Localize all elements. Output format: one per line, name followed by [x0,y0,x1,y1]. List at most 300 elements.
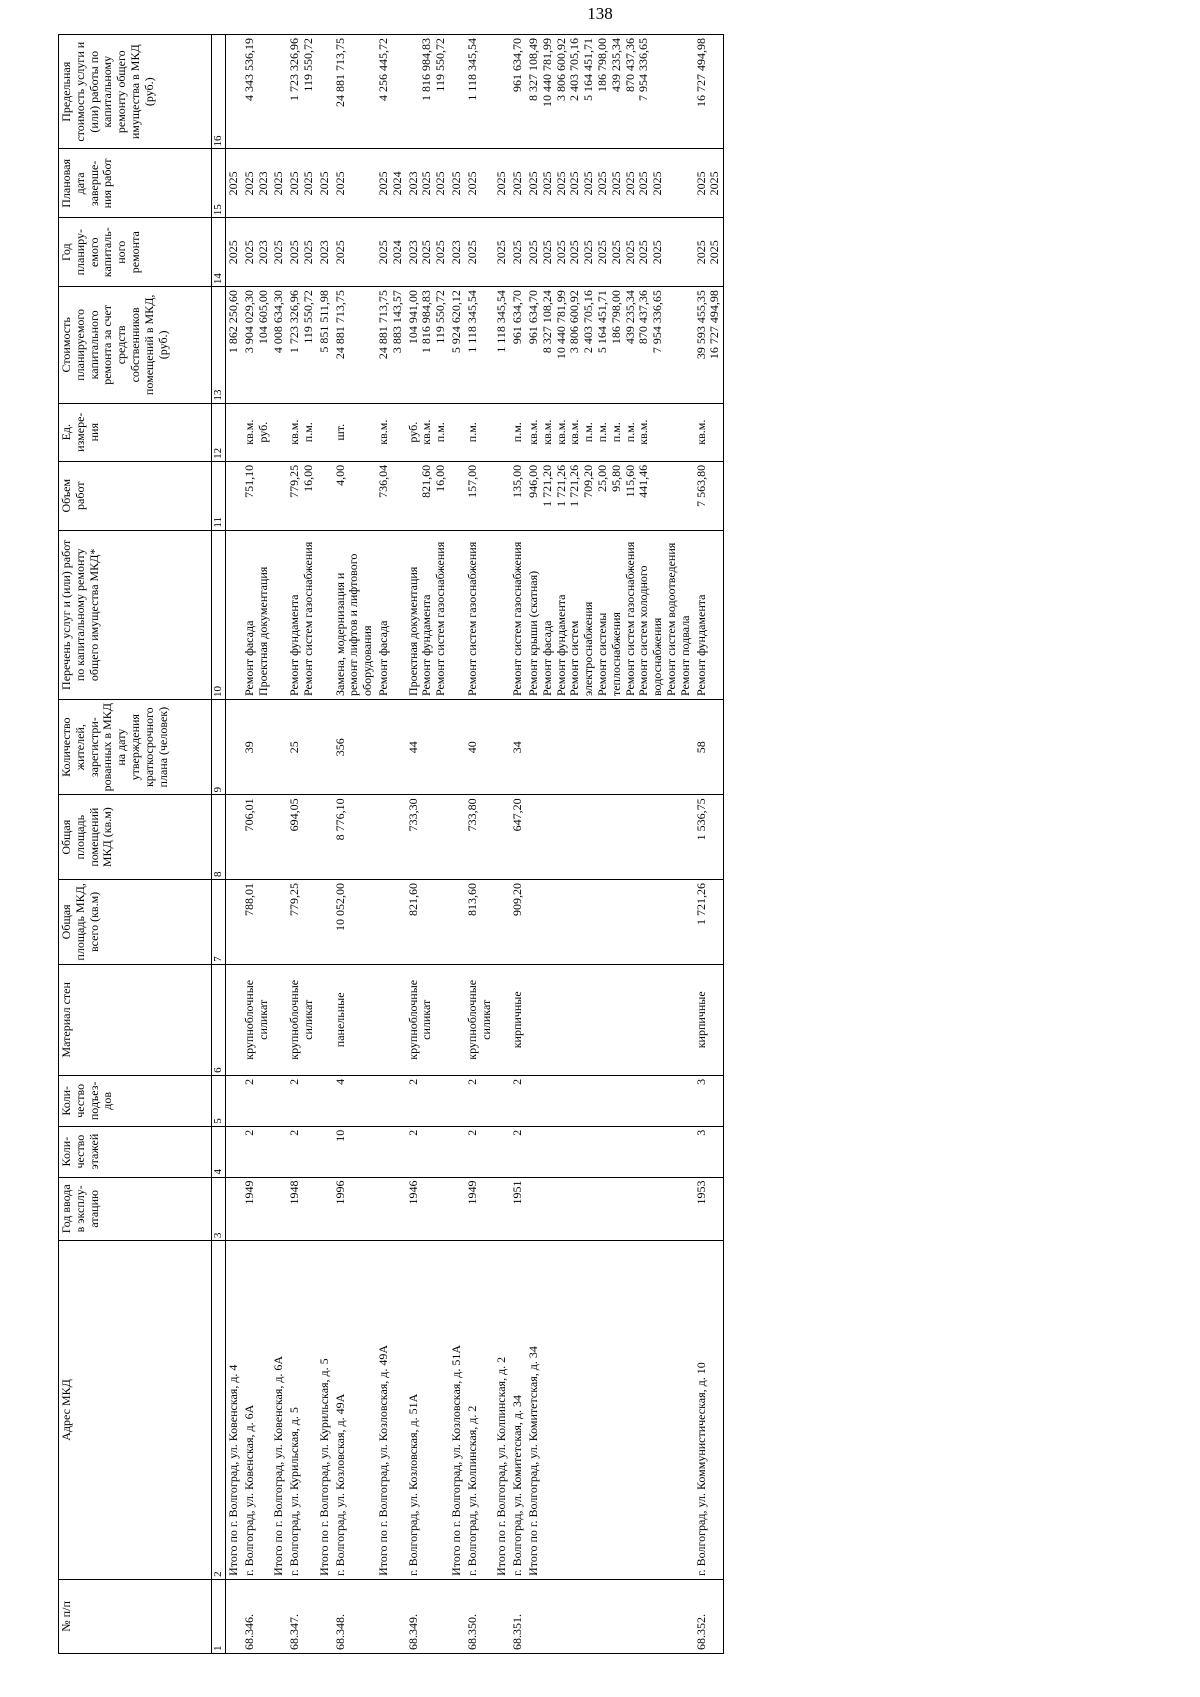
cell-line: руб. [405,421,420,443]
table-cell [494,700,510,795]
table-cell [465,403,495,461]
table-cell: 3 [694,1126,724,1177]
table-cell [226,1126,242,1177]
cell-line: 2025 [241,240,256,265]
cell-line: Ремонт систем газоснабжения [433,541,448,697]
table-cell [465,149,495,218]
table-cell [406,403,449,461]
table-cell: Итого по г. Волгоград, ул. Козловская, д. 49А [376,1241,406,1580]
table-cell [271,1579,287,1653]
table-cell [287,35,317,149]
table-cell: Итого по г. Волгоград, ул. Курильская, д. 5 [317,1241,333,1580]
cell-line: 2023 [448,240,463,265]
table-cell [526,880,694,965]
table-cell: 40 [465,700,495,795]
cell-line: 2025 [581,171,596,196]
table-cell [376,700,406,795]
cell-line: 2025 [594,171,609,196]
table-cell: 2 [465,1126,495,1177]
table-cell [494,1126,510,1177]
cell-line: 1 723 326,96 [287,290,302,354]
header-cell: Ед. измере-ния [59,403,212,461]
cell-line: 2025 [287,240,302,265]
table-cell [317,461,333,530]
cell-line: 870 437,36 [622,38,637,92]
cell-line: кв.м. [241,419,256,445]
table-cell [449,700,465,795]
cell-line: 779,25 [287,464,302,498]
cell-line: 2023 [255,171,270,196]
cell-line: Проектная документация [405,566,420,697]
table-cell [317,1075,333,1126]
table-cell [271,403,287,461]
cell-line: Ремонт фасада [539,620,554,697]
cell-line: 5 164 451,71 [594,290,609,354]
table-cell [406,530,449,699]
cell-line: 119 550,72 [300,290,315,344]
header-cell: Перечень услуг и (или) работ по капитальному ремонту общего имущества МКД* [59,530,212,699]
table-cell [494,1075,510,1126]
table-cell [449,149,465,218]
cell-line: 2025 [464,171,479,196]
cell-line: 2 403 705,16 [581,290,596,354]
cell-line: 7 954 336,65 [636,38,651,101]
table-cell: крупноблочные силикат [465,964,495,1075]
table-cell [317,530,333,699]
table-cell [376,149,406,218]
header-cell: Год планиру-емого капиталь-ного ремонта [59,218,212,287]
cell-line: 1 862 250,60 [226,290,240,354]
table-cell [494,880,510,965]
cell-line: 2025 [375,171,390,196]
table-cell [317,1126,333,1177]
table-cell [226,218,242,287]
table-cell [242,149,272,218]
table-cell [333,149,376,218]
table-cell: Итого по г. Волгоград, ул. Козловская, д. 51А [449,1241,465,1580]
header-cell: Стоимость планируемого капитального ремонта за счет средств собственников помещений в МКД, (руб.) [59,287,212,403]
cell-line: 16 727 494,98 [707,290,722,360]
table-cell [406,461,449,530]
cell-line: 2025 [419,240,434,265]
table-cell [317,35,333,149]
cell-line: 119 550,72 [300,38,315,92]
cell-line: 2025 [650,240,665,265]
table-cell: 356 [333,700,376,795]
cell-line: 2025 [300,240,315,265]
cell-line: 2025 [622,171,637,196]
table-cell [287,461,317,530]
table-cell: 909,20 [510,880,526,965]
table-cell: 68.347. [287,1579,317,1653]
cell-line: 119 550,72 [433,38,448,92]
table-cell [526,1579,694,1653]
cell-line: Замена, модернизация и ремонт лифтов и лифтового оборудования [332,553,375,697]
cell-line: 39 593 455,35 [693,290,708,360]
table-cell: 68.346. [242,1579,272,1653]
table-cell [287,287,317,403]
table-cell [317,1177,333,1241]
cell-line: кв.м. [375,419,390,445]
table-cell [317,1579,333,1653]
table-cell: 2 [406,1075,449,1126]
table-cell [449,1126,465,1177]
table-cell: 1 721,26 [694,880,724,965]
table-cell [494,964,510,1075]
table-cell [376,461,406,530]
table-row [317,35,333,1654]
table-row [406,35,449,1654]
cell-line: кв.м. [539,419,554,445]
cell-line: 2 403 705,16 [567,38,582,101]
table-cell: 1951 [510,1177,526,1241]
table-cell [449,1075,465,1126]
table-cell [242,461,272,530]
table-row [287,35,317,1654]
table-cell [510,218,526,287]
header-cell: Адрес МКД [59,1241,212,1580]
cell-line: 10 440 781,99 [553,290,568,360]
table-cell [494,1177,510,1241]
cell-line: 4,00 [332,464,347,486]
table-cell [242,287,272,403]
column-number: 2 [212,1241,226,1580]
cell-line: 2025 [636,240,651,265]
cell-line: Ремонт фасада [241,620,256,697]
table-cell: 2 [287,1075,317,1126]
table-cell [242,530,272,699]
table-cell: 2 [510,1126,526,1177]
table-cell [494,1579,510,1653]
table-cell: 68.348. [333,1579,376,1653]
capital-repair-table [58,34,724,1654]
cell-line: 2025 [539,171,554,196]
table-cell [376,35,406,149]
cell-line: 4 008 634,30 [271,290,286,354]
header-cell: Объем работ [59,461,212,530]
cell-line: 3 904 029,30 [241,290,256,354]
cell-line: 2025 [539,240,554,265]
table-cell: 2 [242,1126,272,1177]
table-cell [376,1177,406,1241]
table-cell [406,149,449,218]
table-cell [376,403,406,461]
table-cell [694,149,724,218]
table-cell [271,461,287,530]
table-cell: 1946 [406,1177,449,1241]
table-cell [465,530,495,699]
table-cell [226,880,242,965]
table-row [242,35,272,1654]
table-row [526,35,694,1654]
table-cell: г. Волгоград, ул. Ковенская, д. 6А [242,1241,272,1580]
cell-line: 5 851 511,98 [316,290,331,353]
header-cell: Материал стен [59,964,212,1075]
table-cell: крупноблочные силикат [287,964,317,1075]
table-cell [271,35,287,149]
table-cell [333,35,376,149]
cell-line: 2025 [375,240,390,265]
table-cell [376,287,406,403]
cell-line: 1 816 984,83 [419,38,434,101]
cell-line: 24 881 713,75 [332,290,347,360]
table-cell [376,964,406,1075]
table-cell [271,795,287,880]
table-cell [271,700,287,795]
cell-line: 2025 [448,171,463,196]
table-cell [510,35,526,149]
cell-line: п.м. [510,422,525,443]
cell-line: 2025 [226,240,240,265]
cell-line: 115,60 [622,464,637,498]
table-cell [526,1126,694,1177]
cell-line: п.м. [433,422,448,443]
table-cell [376,218,406,287]
cell-line [407,38,421,145]
table-cell: 1948 [287,1177,317,1241]
table-cell [226,530,242,699]
table-cell [526,287,694,403]
cell-line: 16,00 [300,464,315,492]
table-cell [526,35,694,149]
cell-line: 1 721,26 [553,464,568,507]
table-row [510,35,526,1654]
column-number: 12 [212,403,226,461]
cell-line: 3 806 600,92 [567,290,582,354]
table-cell: 2 [510,1075,526,1126]
table-cell [526,149,694,218]
table-cell: 779,25 [287,880,317,965]
table-cell [494,530,510,699]
cell-line: 2023 [316,240,331,265]
table-cell: 2 [406,1126,449,1177]
cell-line: кв.м. [693,419,708,445]
table-body [226,35,724,1654]
cell-line: 95,80 [608,464,623,492]
cell-line: Ремонт фундамента [553,594,568,697]
table-cell [242,403,272,461]
table-cell [494,149,510,218]
table-cell [406,35,449,149]
cell-line: п.м. [464,422,479,443]
table-cell [226,149,242,218]
cell-line [407,465,421,527]
column-number: 1 [212,1579,226,1653]
table-cell [510,287,526,403]
cell-line: 135,00 [510,464,525,498]
cell-line: 2025 [636,171,651,196]
table-cell [449,530,465,699]
table-cell [694,35,724,149]
column-number: 3 [212,1177,226,1241]
table-cell: крупноблочные силикат [242,964,272,1075]
header-cell: Количество жителей, зарегистри-рованных в МКД на дату утверждения краткосрочного плана (человек) [59,700,212,795]
table-cell [510,461,526,530]
cell-line: 2024 [389,240,404,265]
table-row [465,35,495,1654]
table-cell [271,880,287,965]
table-cell [494,403,510,461]
cell-line: Ремонт систем газоснабжения [510,541,525,697]
cell-line: п.м. [581,422,596,443]
cell-line: 441,46 [636,464,651,498]
table-cell [376,795,406,880]
table-row [494,35,510,1654]
table-cell [226,1075,242,1126]
table-cell [449,218,465,287]
table-cell: 68.352. [694,1579,724,1653]
table-cell [317,880,333,965]
cell-line: 2025 [271,171,286,196]
table-cell: кирпичные [694,964,724,1075]
table-cell: 1996 [333,1177,376,1241]
table-cell: 1949 [465,1177,495,1241]
table-cell: г. Волгоград, ул. Курильская, д. 5 [287,1241,317,1580]
table-cell: г. Волгоград, ул. Козловская, д. 49А [333,1241,376,1580]
cell-line: 119 550,72 [433,290,448,344]
cell-line: Ремонт систем газоснабжения [464,541,479,697]
table-cell: 4 [333,1075,376,1126]
cell-line: Ремонт фундамента [287,594,302,697]
table-cell [526,218,694,287]
header-cell: Год ввода в эксплу-атацию [59,1177,212,1241]
cell-line: 961 634,70 [510,290,525,345]
cell-line: 2025 [608,240,623,265]
table-row [226,35,242,1654]
table-cell [465,287,495,403]
table-row [376,35,406,1654]
cell-line: 5 164 451,71 [581,38,596,101]
column-number: 5 [212,1075,226,1126]
table-cell [694,218,724,287]
cell-line: 439 235,34 [608,38,623,92]
table-cell [449,880,465,965]
table-cell: 733,80 [465,795,495,880]
table-cell [376,1579,406,1653]
cell-line: 3 806 600,92 [553,38,568,101]
table-cell [271,530,287,699]
cell-line: п.м. [300,422,315,443]
table-cell [317,218,333,287]
column-number-row [212,35,226,1654]
cell-line: 16 727 494,98 [693,38,708,107]
column-number: 8 [212,795,226,880]
cell-line: Ремонт систем электроснабжения [567,601,596,697]
column-number: 7 [212,880,226,965]
cell-line: кв.м. [419,419,434,445]
table-cell: 1949 [242,1177,272,1241]
cell-line: 2025 [594,240,609,265]
cell-line: 2023 [405,240,420,265]
cell-line: 186 798,00 [608,290,623,345]
table-cell: 10 052,00 [333,880,376,965]
table-cell [406,218,449,287]
table-cell [526,403,694,461]
table-cell [526,795,694,880]
cell-line: 1 816 984,83 [419,290,434,354]
table-cell [465,35,495,149]
cell-line: 2025 [707,240,722,265]
table-cell [494,287,510,403]
table-cell: крупноблочные силикат [406,964,449,1075]
cell-line: 1 118 345,54 [494,290,509,353]
cell-line: 709,20 [581,464,596,498]
table-cell [449,287,465,403]
table-cell: 8 776,10 [333,795,376,880]
table-cell: 58 [694,700,724,795]
table-cell [449,403,465,461]
column-number: 10 [212,530,226,699]
header-cell: Коли-чество этажей [59,1126,212,1177]
table-cell: 694,05 [287,795,317,880]
cell-line: 821,60 [419,464,434,498]
cell-line: 1 721,26 [567,464,582,507]
cell-line: Ремонт системы теплоснабжения [594,612,623,697]
cell-line: 751,10 [241,464,256,498]
cell-line: 2025 [581,240,596,265]
table-cell [317,287,333,403]
cell-line: 2025 [567,240,582,265]
table-cell [226,964,242,1075]
cell-line: 2025 [510,171,525,196]
table-cell [333,287,376,403]
table-cell [694,403,724,461]
table-cell [376,880,406,965]
cell-line: 4 256 445,72 [375,38,390,101]
table-cell [271,1075,287,1126]
cell-line: 2025 [241,171,256,196]
table-cell: 68.350. [465,1579,495,1653]
table-cell [242,218,272,287]
table-cell: 813,60 [465,880,495,965]
table-cell [465,461,495,530]
cell-line: 24 881 713,75 [375,290,390,360]
cell-line: 2025 [693,240,708,265]
table-cell [694,461,724,530]
cell-line: 2025 [332,171,347,196]
cell-line: Ремонт фундамента [419,594,434,697]
table-cell: 706,01 [242,795,272,880]
cell-line: кв.м. [525,419,540,445]
cell-line: 2025 [608,171,623,196]
cell-line: 2025 [494,171,509,196]
page-number: 138 [587,4,613,23]
table-cell [694,530,724,699]
table-cell [333,530,376,699]
cell-line: Ремонт фундамента [693,594,708,697]
table-cell: 647,20 [510,795,526,880]
table-cell [271,149,287,218]
table-cell [271,964,287,1075]
table-cell [449,1177,465,1241]
table-cell: Итого по г. Волгоград, ул. Ковенская, д. 4 [226,1241,242,1580]
header-cell: Общая площадь МКД, всего (кв.м) [59,880,212,965]
cell-line: 870 437,36 [636,290,651,345]
table-cell [287,530,317,699]
column-number: 13 [212,287,226,403]
table-cell [526,964,694,1075]
table-cell [376,530,406,699]
table-cell [226,1579,242,1653]
table-cell: г. Волгоград, ул. Колпинская, д. 2 [465,1241,495,1580]
table-row [694,35,724,1654]
cell-line: 157,00 [464,464,479,498]
table-cell [287,149,317,218]
table-row [271,35,287,1654]
table-cell: панельные [333,964,376,1075]
table-cell [494,461,510,530]
cell-line: 1 118 345,54 [464,38,479,101]
